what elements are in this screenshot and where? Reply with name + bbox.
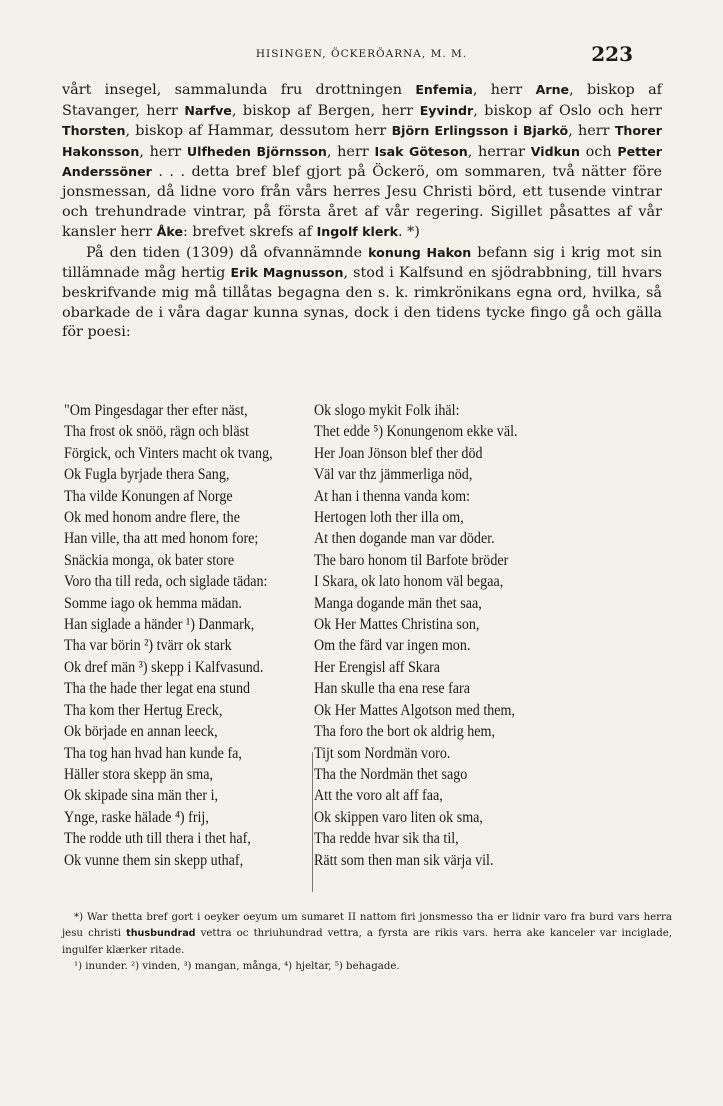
footnote-glossary: ¹) inunder. ²) vinden, ³) mangan, många, ⁴) hjeltar, ⁵) behagade. [74, 961, 400, 973]
poem-line: Förgick, och Vinters macht ok tvang, [64, 444, 273, 462]
text: , biskop af Oslo och herr [473, 102, 662, 119]
name-isak-goteson: Isak Göteson [374, 143, 468, 159]
poem-column-right [314, 400, 552, 871]
text: , stod i Kalfsund en sjödrabbning, till hvars beskrifvande mig må tillåtas begagna den s. k. rimkrönikans egna ord, hvilka, så obarkade de i våra dagar kunna synas, dock i den tidens tycke fingo gå och gälla för poesi: [62, 265, 662, 341]
poem-line: Rätt som then man sik värja vil. [314, 851, 494, 869]
text-bold: thusbundrad [126, 928, 196, 940]
name-thorer-hakonsson: Thorer Hakonsson [62, 123, 662, 159]
page-header [0, 42, 723, 72]
text: På den tiden (1309) då ofvannämnde [86, 244, 369, 261]
poem-line: Ok vunne them sin skepp uthaf, [64, 851, 244, 869]
poem-line: Han ville, tha att med honom fore; [64, 530, 259, 548]
name-erik-magnusson: Erik Magnusson [230, 265, 344, 281]
column-divider [312, 752, 313, 892]
poem-line: Väl var thz jämmerliga nöd, [314, 466, 473, 484]
poem-line: At han i thenna vanda kom: [314, 487, 471, 505]
poem-line: Somme iago ok hemma mädan. [64, 594, 242, 612]
name-enfemia: Enfemia [415, 82, 473, 97]
name-arne: Arne [535, 82, 570, 97]
poem-line: The rodde uth till thera i thet haf, [64, 830, 251, 848]
name-eyvindr: Eyvindr [419, 102, 474, 118]
text: . . . detta bref blef gjort på Öckerö, om sommaren, två nätter före jonsmessan, då lidne voro från vårs herres Jesu Christi börd, ett tusende vintrar och trehundrade vintrar, på första året af vår regering. Sigillet påsattes af vår kansler herr [62, 164, 662, 241]
name-thorsten: Thorsten [62, 123, 126, 139]
text: , biskop af Bergen, herr [231, 102, 420, 119]
poem-line: Thet edde ⁵) Konungenom ekke väl. [314, 423, 518, 441]
poem-line: Manga dogande män thet saa, [314, 594, 482, 612]
text: , biskop af Hammar, dessutom herr [125, 123, 392, 140]
poem-line: Om the färd var ingen mon. [314, 637, 471, 655]
poem-line: Han skulle tha ena rese fara [314, 680, 470, 698]
text: , herrar [467, 143, 531, 160]
poem-line: Ok började en annan leeck, [64, 723, 218, 741]
name-petter-anderssoner: Petter Anderssöner [62, 143, 662, 180]
poem-line: Tha tog han hvad han kunde fa, [64, 744, 242, 762]
text: *) War thetta bref gort i oeyker oeyum um sumaret II nattom firi jonsmesso tha er lidnir varo fra burd vars herra jesu christi [62, 912, 672, 940]
text: vårt insegel, sammalunda fru drottningen [62, 82, 416, 98]
poem-line: Ok med honom andre flere, the [64, 509, 240, 527]
poem-line: Her Joan Jönson blef ther död [314, 444, 483, 462]
poem-line: Att the voro alt aff faa, [314, 787, 443, 805]
poem-line: Han siglade a händer ¹) Danmark, [64, 616, 255, 634]
name-ake: Åke [156, 224, 183, 240]
poem-line: I Skara, ok lato honom väl begaa, [314, 573, 504, 591]
poem-line: At then dogande man var döder. [314, 530, 495, 548]
poem-line: Ok Her Mattes Christina son, [314, 616, 480, 634]
name-ulfheden-bjornsson: Ulfheden Björnsson [186, 143, 327, 159]
name-vidkun: Vidkun [530, 143, 580, 159]
text: . *) [397, 224, 420, 241]
poem-line: Tha var börin ²) tvärr ok stark [64, 637, 232, 655]
text: , herr [139, 143, 187, 160]
prose-body [62, 80, 662, 343]
text: , herr [326, 143, 375, 160]
poem-line: Häller stora skepp än sma, [64, 765, 213, 783]
poem-line: Ok Her Mattes Algotson med them, [314, 701, 516, 719]
text: , herr [472, 82, 536, 98]
name-konung-hakon: konung Hakon [368, 244, 472, 260]
text: : brefvet skrefs af [182, 224, 317, 241]
paragraph-charter [62, 80, 662, 243]
poem-line: Tha vilde Konungen af Norge [64, 487, 233, 505]
poem-line: Voro tha till reda, och siglade tädan: [64, 573, 268, 591]
poem-line: Ok Fugla byrjade thera Sang, [64, 466, 230, 484]
text: vettra oc thriuhundrad vettra, a fyrsta are rikis vars. herra ake kanceler var inciglade, ingulfer klærker ritade. [62, 928, 672, 956]
poem-line: Ok skipade sina män ther i, [64, 787, 219, 805]
poem-line: The baro honom til Barfote bröder [314, 551, 509, 569]
page-number: 223 [591, 42, 633, 66]
poem-line: Ok skippen varo liten ok sma, [314, 808, 483, 826]
poem-line: Tha foro the bort ok aldrig hem, [314, 723, 496, 741]
poem-column-left [64, 400, 302, 871]
footnote-original-text [62, 910, 672, 959]
poem-line: Ynge, raske hälade ⁴) frij, [64, 808, 209, 826]
poem-line: Ok slogo mykit Folk ihäl: [314, 402, 460, 419]
name-bjorn-erlingsson: Björn Erlingsson i Bjarkö [391, 123, 569, 139]
poem-line: Tha redde hvar sik tha til, [314, 830, 459, 848]
poem-line: "Om Pingesdagar ther efter näst, [64, 402, 248, 419]
poem-line: Tha the hade ther legat ena stund [64, 680, 251, 698]
text: och [579, 143, 618, 160]
running-head: HISINGEN, ÖCKERÖARNA, M. M. [255, 48, 468, 60]
text: , biskop af Stavanger, herr [62, 82, 662, 119]
poem-line: Hertogen loth ther illa om, [314, 509, 464, 527]
poem-line: Tha frost ok snöö, rägn och bläst [64, 423, 249, 441]
name-narfve: Narfve [184, 102, 232, 118]
text: , herr [568, 123, 615, 140]
poem-line: Snäckia monga, ok bater store [64, 551, 235, 569]
footnotes [62, 910, 672, 976]
paragraph-battle [62, 243, 662, 343]
text: befann sig i krig mot sin tillämnade måg hertig [62, 244, 662, 282]
poem-line: Tha kom ther Hertug Ereck, [64, 701, 223, 719]
poem-line: Ok dref män ³) skepp i Kalfvasund. [64, 658, 264, 676]
poem-line: Tijt som Nordmän voro. [314, 744, 451, 762]
poem-line: Her Erengisl aff Skara [314, 658, 441, 676]
poem-line: Tha the Nordmän thet sago [314, 765, 468, 783]
name-ingolf-klerk: Ingolf klerk [316, 224, 398, 240]
